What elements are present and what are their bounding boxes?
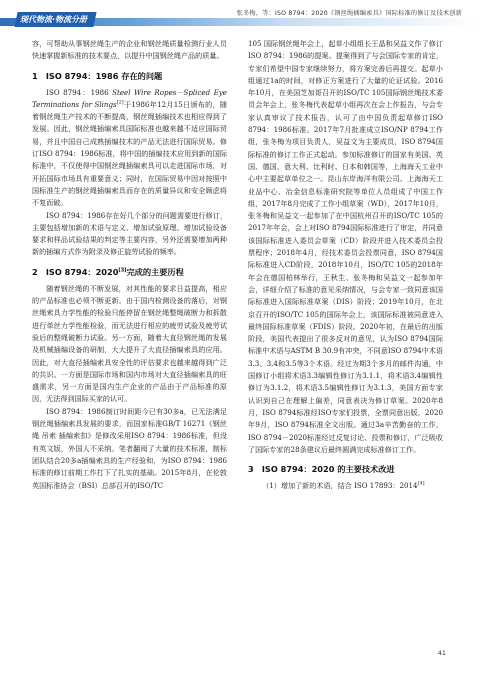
heading-text: 完成的主要历程 — [126, 266, 184, 277]
paragraph — [248, 480, 443, 492]
right-column — [248, 38, 443, 492]
journal-logo-text: 现代物流·物流分册 — [20, 15, 88, 24]
paragraph: 容，可帮助从事钢丝绳生产的企业和钢丝绳质量检测行业人员快速掌握新标准的技术要点，以提升中国钢丝绳产品的质量。 — [32, 39, 227, 61]
journal-logo — [14, 12, 96, 27]
text-run: 于1986年12月15日颁布的，随着钢丝绳生产技术的不断提高，钢丝绳插编技术也相应得到了发展。因此，钢丝绳插编索具国际标准也越来越不适应国际贸易，并且中国自己成熟插编技术的产品无法进行国际贸易。修订ISO 8794：1986标准，将中国的插编技术应用到新的国际标准中，不仅使得中国钢丝绳插编索具可以走进国际市场，对开拓国际市场具有重要意义；同时，在国际贸易中因对按照中国标准生产的钢丝绳插编索具而存在的质量异议和安全顾虑将不复而破。 — [32, 99, 227, 208]
citation-ref: [4] — [417, 480, 425, 487]
text-run: （1）增加了新的术语，结合 ISO 17893：2014 — [262, 481, 418, 491]
paragraph: 随着钢丝绳的不断发展，对其性能的要求日益提高，相应的产品标准也必须不断更新。由于国内检测设备的落后，对钢丝绳索具力学性能的检验只能停留在钢丝绳整绳破断力和拆散进行单丝力学性能检验，而无法进行相应的疲劳试验及疲劳试验后的整绳破断力试验。另一方面，随着大直径钢丝绳的发展及机械插编设备的研制，大大提升了大直径插编索具的应用。因此，对大直径插编索具安全性的评估要求也越来越得到广泛的共识。一方面是国际市场和国内市场对大直径插编索具的旺盛需求，另一方面是国内生产企业的产品由于产品标准的原因，无法得到国际买家的认可。 — [32, 283, 227, 404]
paragraph: 105 国际钢丝绳年会上，起草小组组长王晶和吴益文作了修订ISO 8794：1986的提案。提案得到了与会国际专家的肯定，专家们希望中国专家继续努力，将方案完善后再提交。起草小组通过1a的时间，对修正方案进行了大量的论证试验。2016年10月，在美国芝加哥召开的ISO/TC 105国际钢丝绳技术委员会年会上，张冬梅代表起草小组再次在会上作报告，与会专家认真审议了技术报告，认可了由中国负责起草修订ISO 8794：1986标准。2017年7月批准成立ISO/NP 8794工作组，张冬梅为项目负责人，吴益文为主要成员，ISO 8794国际标准的修订工作正式起动。参加标准修订的国家有美国、英国、德国、意大利、比利时、日本和韩国等，上海海天工业中心中主要起草单位之一。昆山东岸海洋有限公司、上海海天工业品中心、冶金信息标准研究院等单位人员组成了中国工作组，2017年8月完成了工作小组草案（WD），2017年10月，张冬梅和吴益文一起参加了在中国杭州召开的ISO/TC 105的2017年年会，会上对ISO 8794国际标准进行了审定，并同意该国际标准进入委员会草案（CD）阶段并进入技术委员会投票程序；2018年4月，经技术委员会投票同意，ISO 8794国际标准进入CD阶段，2018年10月，ISO/TC 105的2018年年会在德国柏林举行，王秋生、张冬梅和吴益文一起参加年会，详细介绍了标准的意见采纳情况，与会专家一致同意该国际标准进入国际标准草案（DIS）阶段；2019年10月，在北京召开的ISO/TC 105的国际年会上，该国际标准被同意进入最终国际标准草案（FDIS）阶段。2020年初，在最后的出版阶段，美国代表提出了很多反对的意见，认为ISO 8794国际标准中术语与ASTM B 30.9有冲突，不同意ISO 8794中术语3.3、3.4和3.5等3个术语。经过为期3个多月的邮件沟通，中国修订小组将术语3.3编辑性修订为3.1.1，将术语3.4编辑性修订为3.1.2，将术语3.5编辑性修订为3.1.3，美国方面专家认识到自己在理解上偏差，同意表决为修订草案。2020年8月，ISO 8794标准经ISO专家们投票，全票同意出版，2020年9月，ISO 8794标准全文出版。通过3a辛苦勤奋的工作，ISO 8794－2020标准经过反复讨论、投票和修订，广泛吸收了国际专家的28条建议后最终圆满完成标准修订工作。 — [248, 39, 443, 454]
standard-title-italic: Steel Wire Ropes－Spliced Eye Terminations for Slings — [32, 87, 227, 109]
section-heading-2 — [32, 266, 227, 278]
page-number: 41 — [437, 649, 446, 657]
paragraph — [32, 87, 227, 210]
heading-text: 2 ISO 8794：2020 — [32, 266, 119, 277]
citation-ref: [2] — [116, 99, 124, 106]
text-run: ISO 8794：1986 — [46, 87, 113, 97]
section-heading-1: 1 ISO 8794：1986 存在的问题 — [32, 70, 163, 81]
running-title: 张冬梅，等：ISO 8794：2020《钢丝绳插编索具》国际标准的修订及技术创新 — [236, 10, 462, 17]
section-heading-3: 3 ISO 8794：2020 的主要技术改进 — [248, 464, 395, 475]
paragraph: ISO 8794：1986存在好几个部分的问题需要进行修订，主要包括增加新的术语与定义、增加试验原理、增加试验设备要求和样品试验结果的判定等主要内容，另外还需要增加两种新的插编方式作为附录及修正旋劳试验的频率。 — [32, 210, 227, 257]
paragraph: ISO 8794：1986制订时间距今已有30多a，已无法满足钢丝绳插编索具发展的要求，而国家标准GB/T 16271《钢丝绳 吊索 插编索扣》是修改采用ISO 8794：1986标准，但没有英文版，外国人不采纳。笔者翻阅了大量的技术标准，制标团队结合20多a插编索具的生产经验和，为ISO 8794：1986标准的修订前期工作打下了扎实的基础。2015年8月，在伦敦英国标准协会（BSI）总部召开的ISO/TC — [32, 406, 227, 490]
left-column — [32, 38, 227, 492]
page-header — [0, 0, 480, 30]
citation-ref: [3] — [118, 267, 127, 274]
